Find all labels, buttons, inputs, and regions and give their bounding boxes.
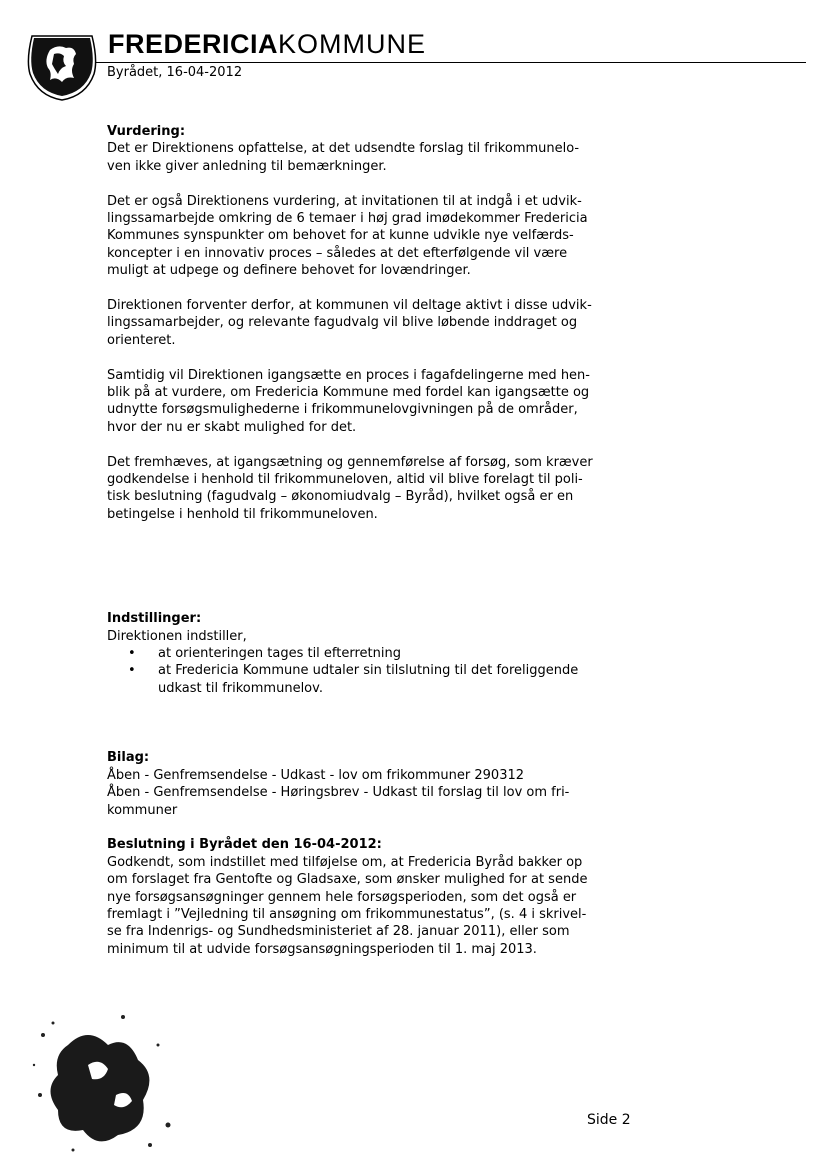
text-line: Samtidig vil Direktionen igangsætte en proces i fagafdelingerne med hen- [107, 367, 590, 383]
text-line: blik på at vurdere, om Fredericia Kommune med fordel kan igangsætte og [107, 385, 590, 401]
text-line: Det er også Direktionens vurdering, at invitationen til at indgå i et udvik- [107, 193, 582, 209]
text-line: muligt at udpege og definere behovet for lovændringer. [107, 263, 471, 279]
attachment-line: kommuner [107, 802, 178, 818]
header-divider [96, 62, 806, 63]
recommendation-list [107, 645, 647, 697]
brand-name-light: KOMMUNE [278, 29, 427, 59]
document-body [107, 123, 647, 958]
page-number: Side 2 [587, 1112, 631, 1128]
text-line: lingssamarbejde omkring de 6 temaer i høj grad imødekommer Fredericia [107, 211, 588, 227]
ink-splash-decoration-icon [28, 1005, 178, 1155]
text-line: godkendelse i henhold til frikommuneloven, altid vil blive forelagt til poli- [107, 472, 583, 488]
text-line: Det er Direktionens opfattelse, at det udsendte forslag til frikommunelo- [107, 141, 580, 157]
list-item: • at orienteringen tages til efterretning [107, 645, 647, 662]
text-line: minimum til at udvide forsøgsansøgningsperioden til 1. maj 2013. [107, 941, 537, 957]
organization-name [108, 28, 426, 60]
text-line: orienteret. [107, 332, 176, 348]
text-line: Kommunes synspunkter om behovet for at kunne udvikle nye velfærds- [107, 228, 574, 244]
text-line: koncepter i en innovativ proces – således at det efterfølgende vil være [107, 245, 568, 261]
text-line: Det fremhæves, at igangsætning og gennemførelse af forsøg, som kræver [107, 454, 593, 470]
text-line: udnytte forsøgsmulighederne i frikommunelovgivningen på de områder, [107, 402, 578, 418]
text-line: hvor der nu er skabt mulighed for det. [107, 419, 357, 435]
text-line: lingssamarbejder, og relevante fagudvalg vil blive løbende inddraget og [107, 315, 578, 331]
text-line: Godkendt, som indstillet med tilføjelse om, at Fredericia Byråd bakker op [107, 854, 583, 870]
brand-name-bold: FREDERICIA [108, 29, 279, 59]
text-line: om forslaget fra Gentofte og Gladsaxe, som ønsker mulighed for at sende [107, 872, 588, 888]
vurdering-heading: Vurdering: [107, 124, 186, 139]
list-item: • at Fredericia Kommune udtaler sin tilslutning til det foreliggende udkast til frikommunelov. [107, 662, 647, 697]
attachment-line: Åben - Genfremsendelse - Høringsbrev - Udkast til forslag til lov om fri- [107, 785, 570, 801]
text-line: ven ikke giver anledning til bemærkninger. [107, 158, 387, 174]
text-line: nye forsøgsansøgninger gennem hele forsøgsperioden, som det også er [107, 889, 577, 905]
bilag-heading: Bilag: [107, 750, 150, 766]
text-line: tisk beslutning (fagudvalg – økonomiudvalg – Byråd), hvilket også er en [107, 489, 574, 505]
meeting-date: Byrådet, 16-04-2012 [107, 65, 243, 80]
text-line: betingelse i henhold til frikommuneloven. [107, 506, 378, 522]
text-line: Direktionen forventer derfor, at kommunen vil deltage aktivt i disse udvik- [107, 298, 592, 314]
beslutning-heading: Beslutning i Byrådet den 16-04-2012: [107, 837, 382, 853]
text-line: Direktionen indstiller, [107, 628, 247, 644]
indstillinger-heading: Indstillinger: [107, 611, 202, 627]
text-line: fremlagt i ”Vejledning til ansøgning om frikommunestatus”, (s. 4 i skrivel- [107, 907, 587, 923]
text-line: se fra Indenrigs- og Sundhedsministeriet af 28. januar 2011), eller som [107, 924, 570, 940]
coat-of-arms-logo-icon [22, 30, 98, 102]
attachment-line: Åben - Genfremsendelse - Udkast - lov om frikommuner 290312 [107, 767, 525, 783]
